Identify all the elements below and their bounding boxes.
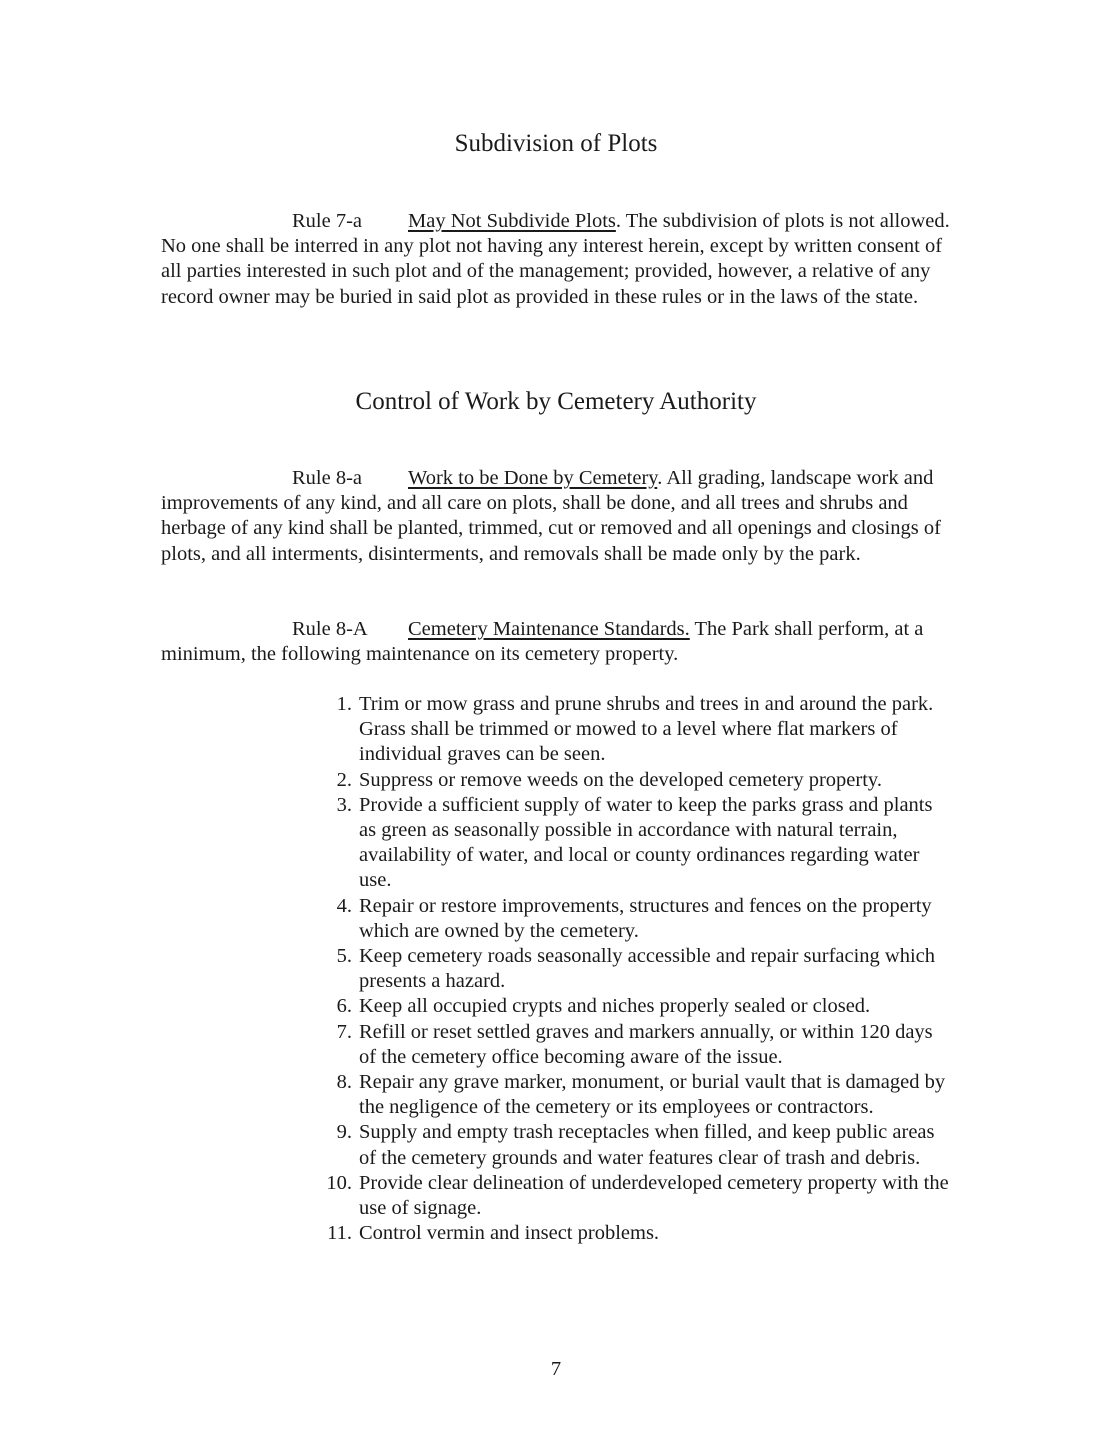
- rule-7a-text: . The subdivision of plots is not allowed. No one shall be interred in any plot not having any interest herein, except by written consent of all parties interested in such plot and of the management; provided, however, a relative of any record owner may be buried in said plot as provided in these rules or in the laws of the state.: [161, 210, 950, 308]
- section-heading-control-of-work: Control of Work by Cemetery Authority: [355, 388, 757, 415]
- list-item-number: 9.: [336, 1121, 352, 1144]
- page-number: 7: [550, 1358, 562, 1380]
- list-item: [322, 944, 952, 994]
- rule-8A-paragraph: [161, 617, 951, 667]
- rule-7a-number: Rule 7-a: [292, 210, 363, 232]
- list-item: [322, 692, 952, 768]
- list-item-number: 1.: [336, 693, 352, 715]
- maintenance-list: [322, 692, 952, 1246]
- list-item-number: 4.: [336, 894, 352, 917]
- list-item: [322, 1020, 952, 1070]
- list-item: [322, 768, 952, 793]
- list-item-text: Supply and empty trash receptacles when filled, and keep public areas of the cemetery grounds and water features clear of trash and debris.: [359, 1121, 935, 1169]
- list-item: [322, 1120, 952, 1170]
- rule-8A-title: Cemetery Maintenance Standards.: [408, 618, 690, 640]
- list-item-text: Suppress or remove weeds on the developed cemetery property.: [359, 768, 882, 791]
- list-item: [322, 1221, 952, 1246]
- rule-8a-text: . All grading, landscape work and improvements of any kind, and all care on plots, shall be done, and all trees and shrubs and herbage of any kind shall be planted, trimmed, cut or removed and all openings and closings of plots, and all interments, disinterments, and removals shall be made only by the park.: [161, 467, 941, 565]
- list-item-text: Keep all occupied crypts and niches properly sealed or closed.: [359, 995, 871, 1018]
- list-item: [322, 894, 952, 944]
- list-item-text: Keep cemetery roads seasonally accessible and repair surfacing which presents a hazard.: [359, 945, 936, 993]
- rule-8a-number: Rule 8-a: [292, 467, 363, 489]
- list-item-number: 8.: [336, 1071, 352, 1094]
- list-item-text: Repair or restore improvements, structures and fences on the property which are owned by the cemetery.: [359, 894, 932, 942]
- section-heading-subdivision: Subdivision of Plots: [454, 130, 658, 157]
- rule-8A-number: Rule 8-A: [292, 618, 368, 640]
- list-item-number: 5.: [336, 945, 352, 968]
- list-item-text: Refill or reset settled graves and markers annually, or within 120 days of the cemetery office becoming aware of the issue.: [359, 1020, 933, 1068]
- list-item-number: 11.: [327, 1222, 352, 1245]
- list-item-text: Provide a sufficient supply of water to keep the parks grass and plants as green as seasonally possible in accordance with natural terrain, availability of water, and local or county ordinances regarding water use.: [359, 793, 933, 892]
- rule-7a-paragraph: [161, 209, 951, 310]
- list-item: [322, 1171, 952, 1221]
- list-item-text: Provide clear delineation of underdeveloped cemetery property with the use of signage.: [359, 1171, 949, 1220]
- rule-8a-title: Work to be Done by Cemetery: [408, 467, 658, 489]
- rule-7a-title: May Not Subdivide Plots: [408, 210, 616, 232]
- list-item: [322, 994, 952, 1019]
- list-item: [322, 793, 952, 894]
- rule-8a-paragraph: [161, 466, 951, 567]
- list-item: [322, 1070, 952, 1120]
- rule-8A-text: The Park shall perform, at a minimum, the following maintenance on its cemetery property.: [161, 618, 924, 666]
- list-item-text: Repair any grave marker, monument, or burial vault that is damaged by the negligence of the cemetery or its employees or contractors.: [359, 1071, 946, 1119]
- list-item-text: Control vermin and insect problems.: [359, 1222, 660, 1245]
- list-item-number: 6.: [336, 995, 352, 1018]
- list-item-number: 3.: [336, 793, 352, 816]
- list-item-number: 10.: [326, 1171, 352, 1194]
- list-item-number: 2.: [336, 768, 352, 791]
- list-item-text: Trim or mow grass and prune shrubs and trees in and around the park. Grass shall be trimmed or mowed to a level where flat markers of individual graves can be seen.: [359, 693, 934, 766]
- list-item-number: 7.: [336, 1020, 352, 1043]
